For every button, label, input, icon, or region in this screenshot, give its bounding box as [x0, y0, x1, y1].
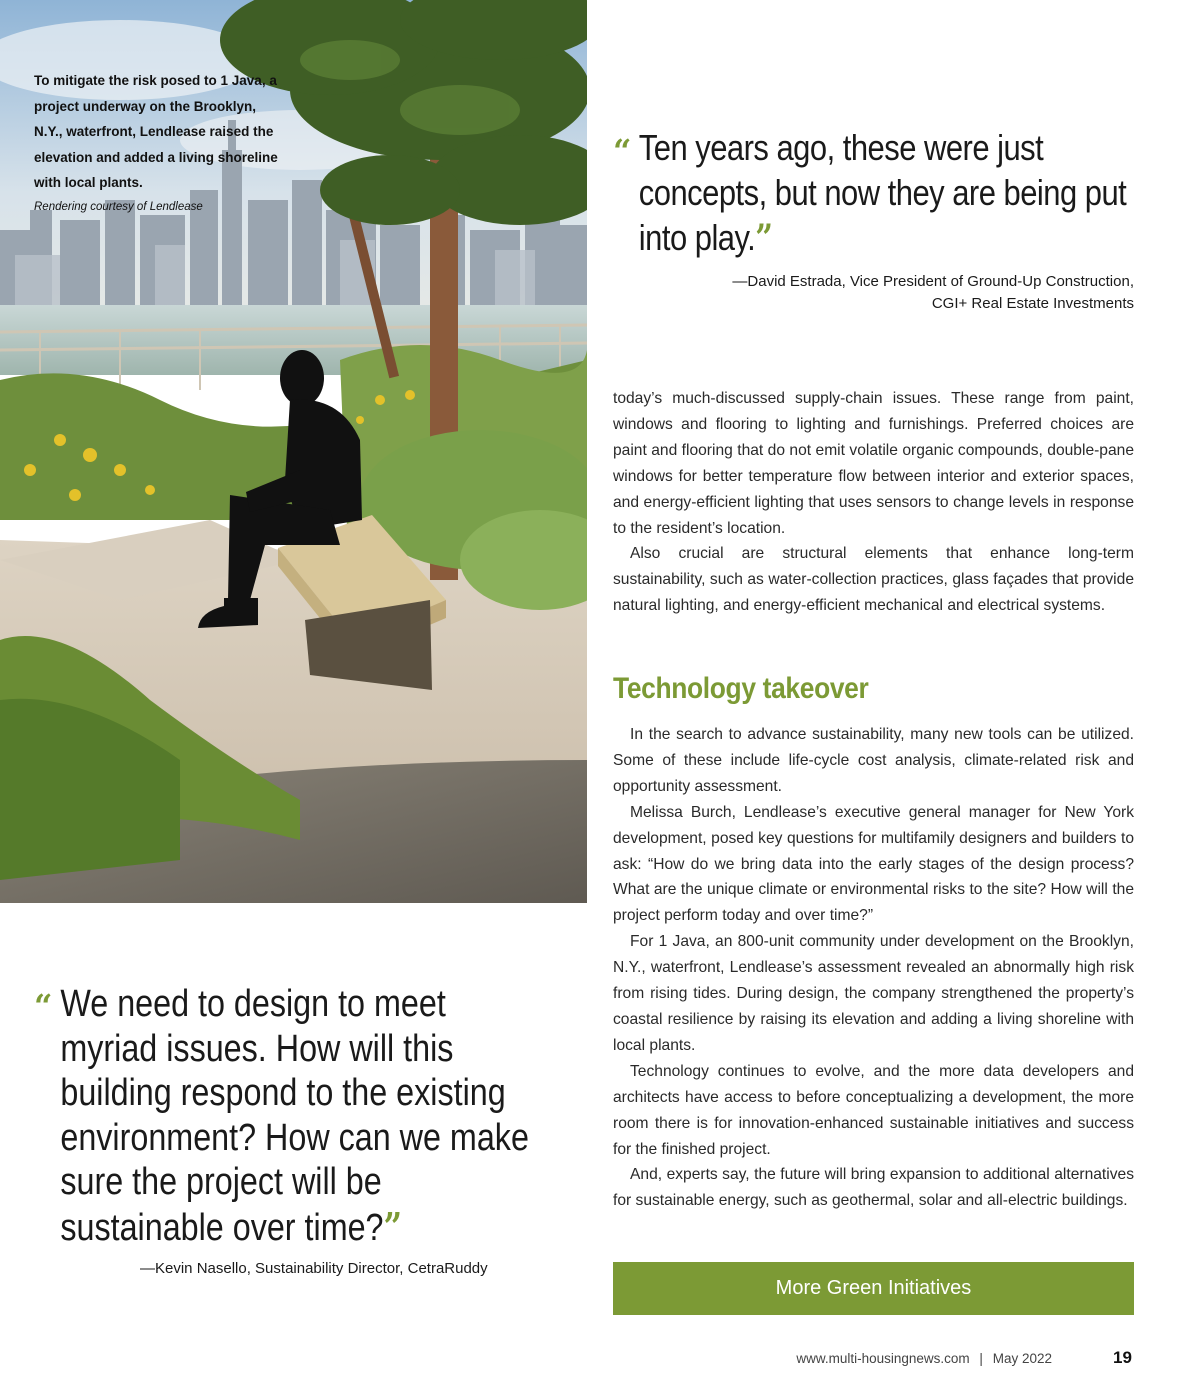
image-credit: Rendering courtesy of Lendlease: [34, 200, 203, 213]
caption-text: To mitigate the risk posed to 1 Java, a project underway on the Brooklyn, N.Y., waterfront, Lendlease raised the elevation and added a living shoreline with local plants.: [34, 73, 278, 190]
pull-quote-bottom-attribution: —Kevin Nasello, Sustainability Director, CetraRuddy: [140, 1260, 488, 1277]
page-footer: [796, 1351, 1052, 1366]
pull-quote-top-attribution: [732, 271, 1134, 315]
body-paragraph: today’s much-discussed supply-chain issues. These range from paint, windows and flooring to lighting and furnishings. Preferred choices are paint and flooring that do not emit volatile organic compounds, double-pane windows for better temperature flow between interior and exterior spaces, and energy-efficient lighting that uses sensors to change levels in response to the resident’s location.: [613, 390, 1134, 537]
pull-quote-top: [613, 125, 1153, 261]
body-paragraph: And, experts say, the future will bring expansion to additional alternatives for sustainable energy, such as geothermal, solar and all-electric buildings.: [613, 1166, 1134, 1210]
footer-separator: |: [979, 1351, 983, 1366]
pull-quote-text: [613, 125, 1129, 261]
open-quote-icon: “: [34, 987, 53, 1025]
footer-site-link[interactable]: www.multi-housingnews.com: [796, 1351, 970, 1366]
open-quote-icon: “: [613, 132, 631, 170]
attribution-line-1: —David Estrada, Vice President of Ground-Up Construction,: [732, 273, 1134, 290]
close-quote-icon: ”: [383, 1203, 403, 1249]
rendering-image: [0, 0, 587, 903]
pull-quote-bottom: [34, 982, 594, 1250]
body-text-section: [613, 722, 1134, 1214]
more-green-initiatives-button[interactable]: [613, 1262, 1134, 1315]
pull-quote-text: [34, 982, 544, 1250]
page-number: 19: [1113, 1348, 1132, 1367]
body-paragraph: Technology continues to evolve, and the more data developers and architects have access to before conceptualizing a development, the more room there is for innovation-enhanced sustainable initiatives and success for the finished project.: [613, 1062, 1134, 1158]
body-paragraph: Melissa Burch, Lendlease’s executive general manager for New York development, posed key questions for multifamily designers and builders to ask: “How do we bring data into the early stages of the design process? What are the unique climate or environmental risks to the site? How will the project perform today and over time?”: [613, 803, 1134, 925]
body-text-top: [613, 386, 1134, 619]
attribution-line-2: CGI+ Real Estate Investments: [931, 295, 1134, 312]
body-paragraph: In the search to advance sustainability, many new tools can be utilized. Some of these include life-cycle cost analysis, climate-related risk and opportunity assessment.: [613, 726, 1134, 795]
body-paragraph: For 1 Java, an 800-unit community under development on the Brooklyn, N.Y., waterfront, Lendlease’s assessment revealed an abnormally high risk from rising tides. During design, the company strengthened the property’s coastal resilience by raising its elevation and adding a living shoreline with local plants.: [613, 933, 1134, 1054]
footer-date: May 2022: [992, 1351, 1052, 1366]
quote-body: Ten years ago, these were just concepts, but now they are being put into play.: [638, 127, 1127, 258]
button-label: More Green Initiatives: [775, 1277, 972, 1299]
body-paragraph: Also crucial are structural elements that enhance long-term sustainability, such as water-collection practices, glass façades that provide natural lighting, and energy-efficient mechanical and electrical systems.: [613, 545, 1134, 615]
image-caption: [34, 68, 284, 218]
close-quote-icon: ”: [755, 217, 773, 259]
section-heading: Technology takeover: [613, 672, 869, 705]
quote-body: We need to design to meet myriad issues. How will this building respond to the existing environment? How can we make sure the project will be sustainable over time?: [60, 983, 529, 1249]
